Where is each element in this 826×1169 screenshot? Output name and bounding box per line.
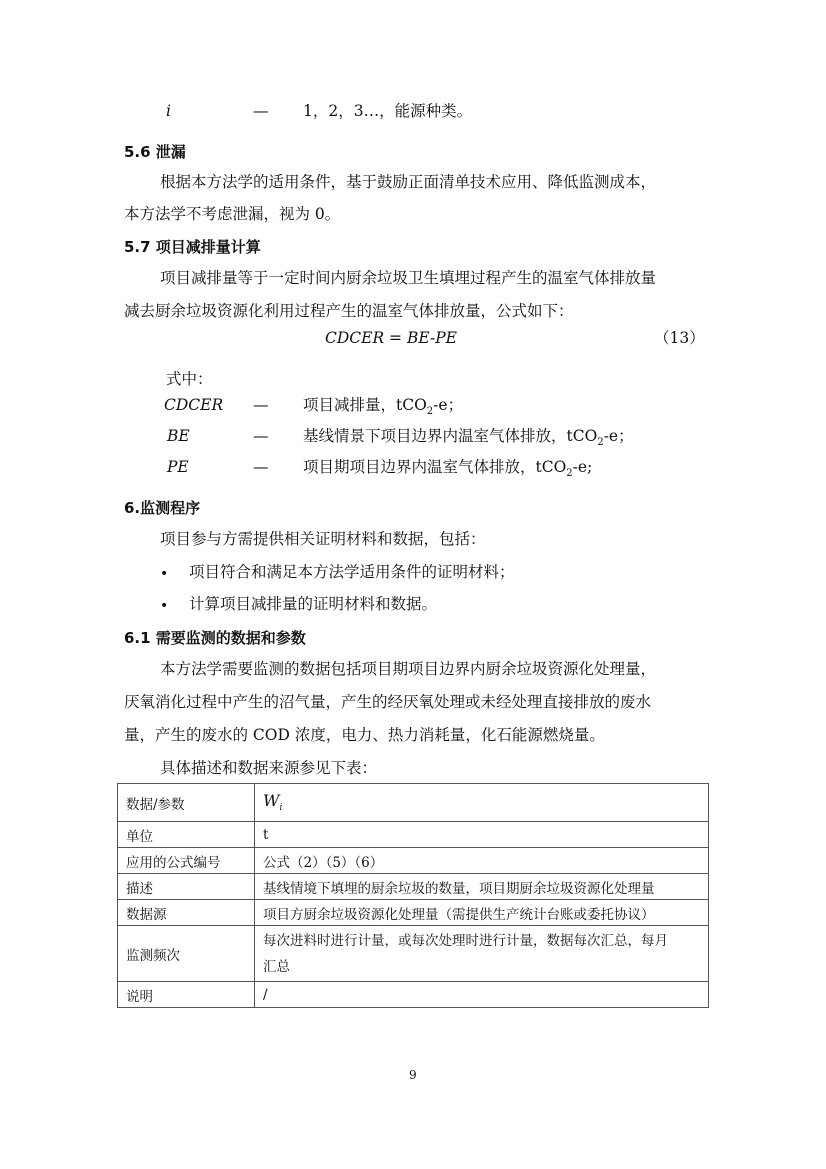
paragraph-line: 减去厨余垃圾资源化利用过程产生的温室气体排放量，公式如下： bbox=[124, 302, 574, 320]
table-key: 数据/参数 bbox=[118, 784, 255, 822]
paragraph-line: 根据本方法学的适用条件，基于鼓励正面清单技术应用、降低监测成本， bbox=[160, 173, 657, 191]
paragraph-line: 本方法学不考虑泄漏，视为 0。 bbox=[124, 205, 341, 223]
table-row bbox=[118, 900, 709, 926]
section-heading-6-1: 6.1 需要监测的数据和参数 bbox=[124, 629, 306, 647]
paragraph-line: 项目参与方需提供相关证明材料和数据，包括： bbox=[160, 530, 486, 548]
table-key: 数据源 bbox=[118, 900, 255, 926]
table-value: 公式（2）（5）（6） bbox=[255, 848, 709, 874]
page-number: 9 bbox=[409, 1068, 417, 1082]
table-key: 描述 bbox=[118, 874, 255, 900]
bullet-glyph: • bbox=[160, 598, 169, 614]
bullet-glyph: • bbox=[160, 566, 169, 582]
table-row bbox=[118, 926, 709, 982]
paragraph-line: 具体描述和数据来源参见下表： bbox=[160, 759, 378, 777]
table-key: 说明 bbox=[118, 982, 255, 1008]
section-heading-6: 6.监测程序 bbox=[124, 499, 201, 517]
var-symbol: CDCER bbox=[164, 396, 224, 414]
var-description: 基线情景下项目边界内温室气体排放，tCO$_2$-e； bbox=[303, 427, 634, 449]
table-row bbox=[118, 874, 709, 900]
where-label: 式中： bbox=[166, 370, 213, 388]
var-dash: — bbox=[253, 102, 269, 120]
table-row bbox=[118, 822, 709, 848]
var-description: 1，2，3…，能源种类。 bbox=[303, 102, 473, 120]
bullet-item: 项目符合和满足本方法学适用条件的证明材料； bbox=[189, 563, 515, 581]
paragraph-line: 量，产生的废水的 COD 浓度，电力、热力消耗量，化石能源燃烧量。 bbox=[124, 726, 605, 744]
table-value: 基线情境下填埋的厨余垃圾的数量，项目期厨余垃圾资源化处理量 bbox=[255, 874, 709, 900]
var-symbol: BE bbox=[167, 427, 190, 445]
var-symbol-i: i bbox=[166, 102, 171, 120]
parameter-table bbox=[117, 783, 709, 1008]
var-description: 项目期项目边界内温室气体排放，tCO$_2$-e; bbox=[303, 458, 593, 480]
paragraph-line: 厌氧消化过程中产生的沼气量，产生的经厌氧处理或未经处理直接排放的废水 bbox=[124, 693, 652, 711]
paragraph-line: 本方法学需要监测的数据包括项目期项目边界内厨余垃圾资源化处理量， bbox=[160, 660, 657, 678]
formula: CDCER = BE-PE bbox=[325, 329, 457, 347]
var-symbol: PE bbox=[167, 458, 189, 476]
table-value: $W_i$ bbox=[255, 784, 709, 822]
table-value: 项目方厨余垃圾资源化处理量（需提供生产统计台账或委托协议） bbox=[255, 900, 709, 926]
table-row bbox=[118, 848, 709, 874]
var-description: 项目减排量，tCO$_2$-e； bbox=[303, 396, 464, 418]
paragraph-line: 项目减排量等于一定时间内厨余垃圾卫生填埋过程产生的温室气体排放量 bbox=[160, 269, 657, 287]
table-key: 监测频次 bbox=[118, 926, 255, 982]
table-value: / bbox=[255, 982, 709, 1008]
section-heading-5-6: 5.6 泄漏 bbox=[124, 143, 186, 161]
table-value: t bbox=[255, 822, 709, 848]
bullet-item: 计算项目减排量的证明材料和数据。 bbox=[189, 595, 438, 613]
table-row bbox=[118, 982, 709, 1008]
table-key: 应用的公式编号 bbox=[118, 848, 255, 874]
section-heading-5-7: 5.7 项目减排量计算 bbox=[124, 238, 261, 256]
table-row bbox=[118, 784, 709, 822]
var-dash: — bbox=[253, 427, 269, 445]
var-dash: — bbox=[253, 396, 269, 414]
table-key: 单位 bbox=[118, 822, 255, 848]
var-dash: — bbox=[253, 458, 269, 476]
table-value: 每次进料时进行计量，或每次处理时进行计量，数据每次汇总，每月 汇总 bbox=[255, 926, 709, 982]
formula-number: （13） bbox=[654, 329, 705, 347]
